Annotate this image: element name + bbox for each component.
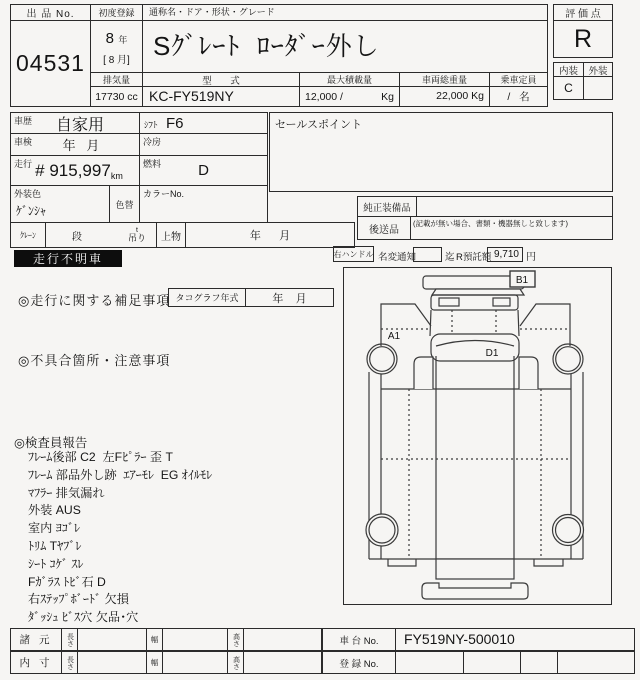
model-code-label: 型 式 bbox=[142, 72, 300, 87]
mileage-cell bbox=[10, 155, 140, 186]
exterior-score bbox=[583, 76, 613, 100]
first-reg-month: [ 8 月] bbox=[103, 55, 130, 66]
aircon-cell bbox=[139, 133, 268, 156]
crane-value-cell bbox=[45, 222, 157, 248]
model-name-value: Sｸﾞﾚｰﾄ ﾛｰﾀﾞｰ外し bbox=[142, 20, 548, 73]
spec-length-value bbox=[77, 628, 147, 651]
max-load-number: 12,000 / bbox=[305, 90, 343, 103]
deposit-value: 9,710 bbox=[487, 247, 523, 262]
inner-height-value bbox=[243, 651, 322, 674]
report-line: ﾌﾚｰﾑ 部品外し跡 ｴｱｰﾓﾚ EG ｵｲﾙﾓﾚ bbox=[28, 467, 213, 482]
reg-no-label: 登 録 No. bbox=[322, 651, 396, 674]
history-cell bbox=[10, 112, 140, 134]
body-color-cell bbox=[10, 185, 110, 223]
inner-length-label bbox=[61, 651, 78, 674]
diagram-label-b1: B1 bbox=[515, 275, 529, 286]
first-reg-year-unit: 年 bbox=[118, 35, 128, 45]
spec-row-label: 諸 元 bbox=[10, 628, 62, 651]
max-load-value bbox=[299, 86, 400, 107]
inspector-report-list bbox=[28, 449, 212, 627]
body-type-value: 年 月 bbox=[185, 222, 355, 248]
name-change-field bbox=[413, 247, 442, 262]
report-line: ﾏﾌﾗｰ 排気漏れ bbox=[28, 485, 105, 500]
first-registration-label: 初度登録 bbox=[90, 4, 143, 21]
sales-point-box: セールスポイント bbox=[269, 112, 613, 192]
shift-cell bbox=[139, 112, 268, 134]
report-line: 外装 AUS bbox=[28, 503, 81, 518]
lot-no-value: 04531 bbox=[10, 20, 91, 107]
report-line: ﾌﾚｰﾑ後部 C2 左Fﾋﾟﾗｰ 歪 T bbox=[28, 450, 173, 464]
length-label: 長さ bbox=[66, 655, 74, 670]
tachograph-value: 年 月 bbox=[245, 288, 334, 307]
reg-no-cell-1 bbox=[395, 651, 464, 674]
fuel-label: 燃料 bbox=[143, 159, 162, 169]
report-line: Fｶﾞﾗｽ ﾄﾋﾞ石 D bbox=[28, 574, 106, 589]
inner-width-value bbox=[162, 651, 228, 674]
capacity-label: 乗車定員 bbox=[489, 72, 548, 87]
diagram-label-d1: D1 bbox=[485, 348, 499, 359]
until-label: 迄 bbox=[445, 252, 455, 263]
tachograph-label: タコグラフ年式 bbox=[168, 288, 246, 307]
score-label: 評 価 点 bbox=[553, 4, 613, 21]
report-line: ﾄﾘﾑ Tﾔﾌﾞﾚ bbox=[28, 538, 82, 553]
exterior-label: 外装 bbox=[583, 62, 613, 77]
reg-no-cell-4 bbox=[557, 651, 635, 674]
color-no-cell bbox=[139, 185, 268, 223]
height-label: 高さ bbox=[232, 655, 240, 670]
fuel-value: D bbox=[198, 162, 209, 179]
vehicle-diagram bbox=[343, 267, 612, 605]
diagram-label-a1: A1 bbox=[387, 331, 401, 342]
max-load-unit: Kg bbox=[381, 90, 394, 103]
mileage-label: 走行 bbox=[14, 159, 33, 169]
shaken-label: 車検 bbox=[14, 137, 33, 147]
later-shipment-box bbox=[357, 216, 613, 240]
color-change-cell: 色替 bbox=[109, 185, 140, 223]
length-label: 長さ bbox=[66, 632, 74, 647]
reg-no-cell-3 bbox=[520, 651, 558, 674]
name-change-label: 名変通知 bbox=[378, 252, 417, 263]
history-label: 車歴 bbox=[14, 116, 33, 126]
color-no-label: カラーNo. bbox=[143, 189, 185, 199]
reg-no-cell-2 bbox=[463, 651, 521, 674]
body-color-value: ｹﾞﾝｼｬ bbox=[16, 204, 47, 218]
aircon-label: 冷房 bbox=[143, 137, 162, 147]
chassis-no-label: 車 台 No. bbox=[322, 628, 396, 651]
fuel-cell bbox=[139, 155, 268, 186]
capacity-value: / 名 bbox=[489, 86, 548, 107]
spec-height-label bbox=[227, 628, 244, 651]
model-code-value: KC-FY519NY bbox=[142, 86, 300, 107]
crane-stages: 段 bbox=[72, 231, 82, 243]
first-registration-cell bbox=[90, 20, 143, 73]
first-reg-year: 8 bbox=[105, 30, 114, 47]
yen-label: 円 bbox=[526, 252, 536, 263]
spec-width-value bbox=[162, 628, 228, 651]
crane-ton: t bbox=[136, 227, 138, 234]
shift-value: F6 bbox=[165, 115, 184, 132]
mileage-notes-heading: ◎走行に関する補足事項 bbox=[18, 293, 171, 308]
deposit-label: R預託額 bbox=[456, 252, 492, 263]
genuine-equipment-box bbox=[357, 196, 613, 217]
max-load-label: 最大積載量 bbox=[299, 72, 400, 87]
crane-label: ｸﾚｰﾝ bbox=[10, 222, 46, 248]
inner-height-label bbox=[227, 651, 244, 674]
history-value: 自家用 bbox=[55, 116, 104, 134]
later-shipment-note: (記載が無い場合、書類・機器無しと致します) bbox=[413, 219, 568, 228]
report-line: ｼｰﾄ ｺｹﾞ ｽﾚ bbox=[28, 556, 84, 571]
rhd-box: 右ハンドル bbox=[333, 246, 374, 262]
displacement-label: 排気量 bbox=[90, 72, 143, 87]
chassis-no-value: FY519NY-500010 bbox=[395, 628, 635, 651]
defect-notes-heading: ◎不具合箇所・注意事項 bbox=[18, 353, 171, 368]
model-name-label: 通称名・ドア・形状・グレード bbox=[142, 4, 548, 21]
crane-lift: 吊り bbox=[127, 233, 146, 243]
truck-top-view bbox=[344, 268, 611, 604]
genuine-equipment-label: 純正装備品 bbox=[358, 197, 417, 216]
spec-width-label: 幅 bbox=[146, 628, 163, 651]
score-value: R bbox=[553, 20, 613, 58]
report-line: 室内 ﾖｺﾞﾚ bbox=[28, 521, 81, 536]
shift-label: ｼﾌﾄ bbox=[144, 120, 158, 130]
mileage-unit: km bbox=[110, 171, 123, 181]
height-label: 高さ bbox=[232, 632, 240, 647]
lot-no-label: 出 品 No. bbox=[10, 4, 91, 21]
gross-weight-label: 車両総重量 bbox=[399, 72, 490, 87]
spec-length-label bbox=[61, 628, 78, 651]
shaken-value: 年 月 bbox=[62, 138, 100, 153]
displacement-value: 17730 cc bbox=[90, 86, 143, 107]
interior-label: 内装 bbox=[553, 62, 584, 77]
later-shipment-label: 後送品 bbox=[358, 217, 411, 239]
body-color-label: 外装色 bbox=[14, 189, 42, 199]
inner-width-label: 幅 bbox=[146, 651, 163, 674]
spec-height-value bbox=[243, 628, 322, 651]
inner-length-value bbox=[77, 651, 147, 674]
inspector-report-heading: ◎検査員報告 bbox=[14, 436, 88, 450]
interior-score: C bbox=[553, 76, 584, 100]
inner-row-label: 内 寸 bbox=[10, 651, 62, 674]
body-type-label: 上物 bbox=[156, 222, 186, 248]
shaken-cell bbox=[10, 133, 140, 156]
mileage-unknown-badge: 走行不明車 bbox=[14, 250, 122, 267]
mileage-value: # 915,997 bbox=[35, 160, 111, 180]
report-line: 右ｽﾃｯﾌﾟﾎﾞｰﾄﾞ 欠損 bbox=[28, 592, 129, 607]
report-line: ﾀﾞｯｼｭ ﾋﾞｽ穴 欠品･穴 bbox=[28, 610, 139, 625]
gross-weight-value: 22,000 Kg bbox=[399, 86, 490, 107]
